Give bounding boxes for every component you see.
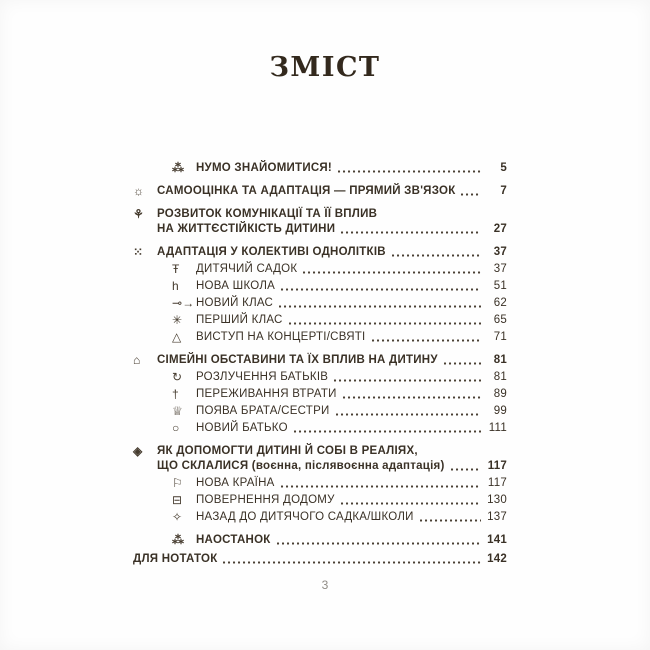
toc-entry	[133, 421, 507, 436]
entry-body	[196, 404, 507, 419]
toc-entry-page: 37	[493, 246, 507, 258]
toc-entry-page: 51	[493, 280, 507, 292]
toc-entry-label: НОВИЙ БАТЬКО	[196, 422, 288, 434]
toc-entry	[133, 404, 507, 419]
toc-entry	[133, 370, 507, 385]
entry-body	[196, 510, 507, 525]
cycle-icon: ↻	[172, 370, 183, 384]
toc-entry-label: ВИСТУП НА КОНЦЕРТІ/СВЯТІ	[196, 331, 366, 343]
flag-icon: ⚐	[172, 476, 184, 490]
dot-leader	[334, 379, 481, 382]
entry-body	[157, 353, 507, 368]
entry-body	[196, 161, 507, 176]
toc-entry-page: 111	[488, 422, 507, 434]
toc-entry-page: 81	[493, 371, 507, 383]
toc-entry	[133, 476, 507, 491]
toc-entry-page: 117	[487, 460, 507, 472]
entry-body	[196, 296, 507, 311]
toc-entry-label: НОВИЙ КЛАС	[196, 297, 274, 309]
toc-entry-label: СІМЕЙНІ ОБСТАВИНИ ТА ЇХ ВПЛИВ НА ДИТИНУ	[157, 354, 438, 366]
toc-entry-label: РОЗВИТОК КОМУНІКАЦІЇ ТА ЇЇ ВПЛИВ	[157, 208, 378, 220]
toc-entry-page: 37	[493, 263, 507, 275]
crown-icon: ♕	[172, 404, 184, 418]
page-title: ЗМІСТ	[269, 52, 381, 83]
toc-entry	[133, 245, 507, 260]
toc-entry	[133, 353, 507, 368]
toc-entry	[133, 184, 507, 199]
house-icon: ⌂	[133, 353, 141, 367]
toc-entry-page: 142	[487, 553, 507, 565]
dot-leader	[451, 468, 481, 471]
dot-leader	[223, 561, 481, 564]
entry-body	[196, 421, 507, 436]
toc-entry	[133, 296, 507, 311]
toc-entry-label: НАОСТАНОК	[196, 534, 271, 546]
dots-group-icon: ⁙	[133, 245, 144, 259]
toc-entry	[133, 161, 507, 176]
toc-entry	[133, 510, 507, 525]
toc-entry-label-line2: НА ЖИТТЄСТІЙКІСТЬ ДИТИНИ	[157, 223, 336, 235]
toc-entry	[133, 533, 507, 548]
toc-entry	[133, 262, 507, 277]
sunrise-icon: ☼	[133, 184, 145, 198]
dot-leader	[281, 288, 481, 291]
toc-entry-label: ПЕРЕЖИВАННЯ ВТРАТИ	[196, 388, 337, 400]
circle-icon: ○	[172, 421, 180, 435]
entry-body	[157, 444, 507, 474]
toc-entry-page: 117	[487, 477, 507, 489]
dot-leader	[279, 305, 481, 308]
toc-entry	[133, 387, 507, 402]
star-icon: ✳	[172, 313, 183, 327]
dot-leader	[392, 254, 481, 257]
toc-entry-label-line2: ЩО СКЛАЛИСЯ (воєнна, післявоєнна адаптація)	[157, 460, 445, 472]
entry-body	[196, 387, 507, 402]
cross-icon: †	[172, 387, 179, 401]
toc-entry-label: АДАПТАЦІЯ У КОЛЕКТИВІ ОДНОЛІТКІВ	[157, 246, 386, 258]
entry-body	[196, 370, 507, 385]
toc-entry-page: 81	[493, 354, 507, 366]
toc-entry-label: РОЗЛУЧЕННЯ БАТЬКІВ	[196, 371, 329, 383]
entry-body	[157, 207, 507, 237]
confetti-icon: ⁂	[172, 533, 185, 547]
toc-entry-label: ПОВЕРНЕННЯ ДОДОМУ	[196, 494, 335, 506]
confetti-icon: ⁂	[172, 161, 185, 175]
dot-leader	[444, 362, 481, 365]
toc-entry-page: 62	[493, 297, 507, 309]
dot-leader	[289, 322, 481, 325]
toc-entry-page: 65	[493, 314, 507, 326]
dot-leader	[294, 430, 481, 433]
entry-body	[196, 330, 507, 345]
toc-entry	[133, 279, 507, 294]
toc-entry	[133, 313, 507, 328]
diamond-icon: ◈	[133, 444, 143, 458]
entry-body	[196, 476, 507, 491]
entry-body	[196, 262, 507, 277]
arrow-icon: ⊸→	[172, 296, 195, 310]
entry-body	[157, 184, 507, 199]
dot-leader	[341, 502, 481, 505]
chair-icon: h	[172, 279, 179, 293]
compass-star-icon: ✧	[172, 510, 183, 524]
dot-leader	[461, 193, 481, 196]
toc-entry-label: НОВА ШКОЛА	[196, 280, 276, 292]
toc-entry-label: САМООЦІНКА ТА АДАПТАЦІЯ — ПРЯМИЙ ЗВ'ЯЗОК	[157, 185, 456, 197]
footer-page-number: 3	[321, 578, 329, 592]
dot-leader	[372, 339, 481, 342]
toc-entry-page: 99	[493, 405, 507, 417]
dot-leader	[338, 170, 481, 173]
toc-entry-label: НУМО ЗНАЙОМИТИСЯ!	[196, 162, 332, 174]
toc-entry-page: 71	[493, 331, 507, 343]
suitcase-icon: ⊟	[172, 493, 183, 507]
dot-leader	[343, 396, 481, 399]
toc-entry-page: 89	[493, 388, 507, 400]
entry-body	[133, 552, 507, 567]
toc-entry-label: ДЛЯ НОТАТОК	[133, 553, 218, 565]
toc-entry-label: НАЗАД ДО ДИТЯЧОГО САДКА/ШКОЛИ	[196, 511, 414, 523]
tree-icon: Ŧ	[172, 262, 180, 276]
toc-entry	[133, 493, 507, 508]
dot-leader	[277, 542, 481, 545]
dot-leader	[303, 271, 481, 274]
toc-entry	[133, 330, 507, 345]
entry-body	[196, 313, 507, 328]
entry-body	[196, 533, 507, 548]
dot-leader	[336, 413, 481, 416]
entry-body	[196, 493, 507, 508]
toc-entry	[133, 552, 507, 567]
toc-entry-page: 137	[487, 511, 507, 523]
dot-leader	[341, 231, 481, 234]
entry-body	[157, 245, 507, 260]
toc-entry-label: ЯК ДОПОМОГТИ ДИТИНІ Й СОБІ В РЕАЛІЯХ,	[157, 445, 418, 457]
toc-entry-page: 27	[493, 223, 507, 235]
dot-leader	[281, 485, 481, 488]
toc-entry-label: ПОЯВА БРАТА/СЕСТРИ	[196, 405, 330, 417]
toc-entry-page: 5	[500, 162, 507, 174]
entry-body	[196, 279, 507, 294]
toc-entry-label: НОВА КРАЇНА	[196, 477, 275, 489]
toc-entry	[133, 444, 507, 474]
toc-entry-page: 7	[500, 185, 507, 197]
toc-list	[133, 159, 507, 567]
toc-entry-page: 130	[487, 494, 507, 506]
dot-leader	[420, 519, 481, 522]
toc-entry	[133, 207, 507, 237]
toc-entry-label: ДИТЯЧИЙ САДОК	[196, 263, 298, 275]
toc-entry-label: ПЕРШИЙ КЛАС	[196, 314, 283, 326]
triangle-icon: △	[172, 330, 182, 344]
toc-entry-page: 141	[487, 534, 507, 546]
sprout-icon: ⚘	[133, 207, 145, 221]
